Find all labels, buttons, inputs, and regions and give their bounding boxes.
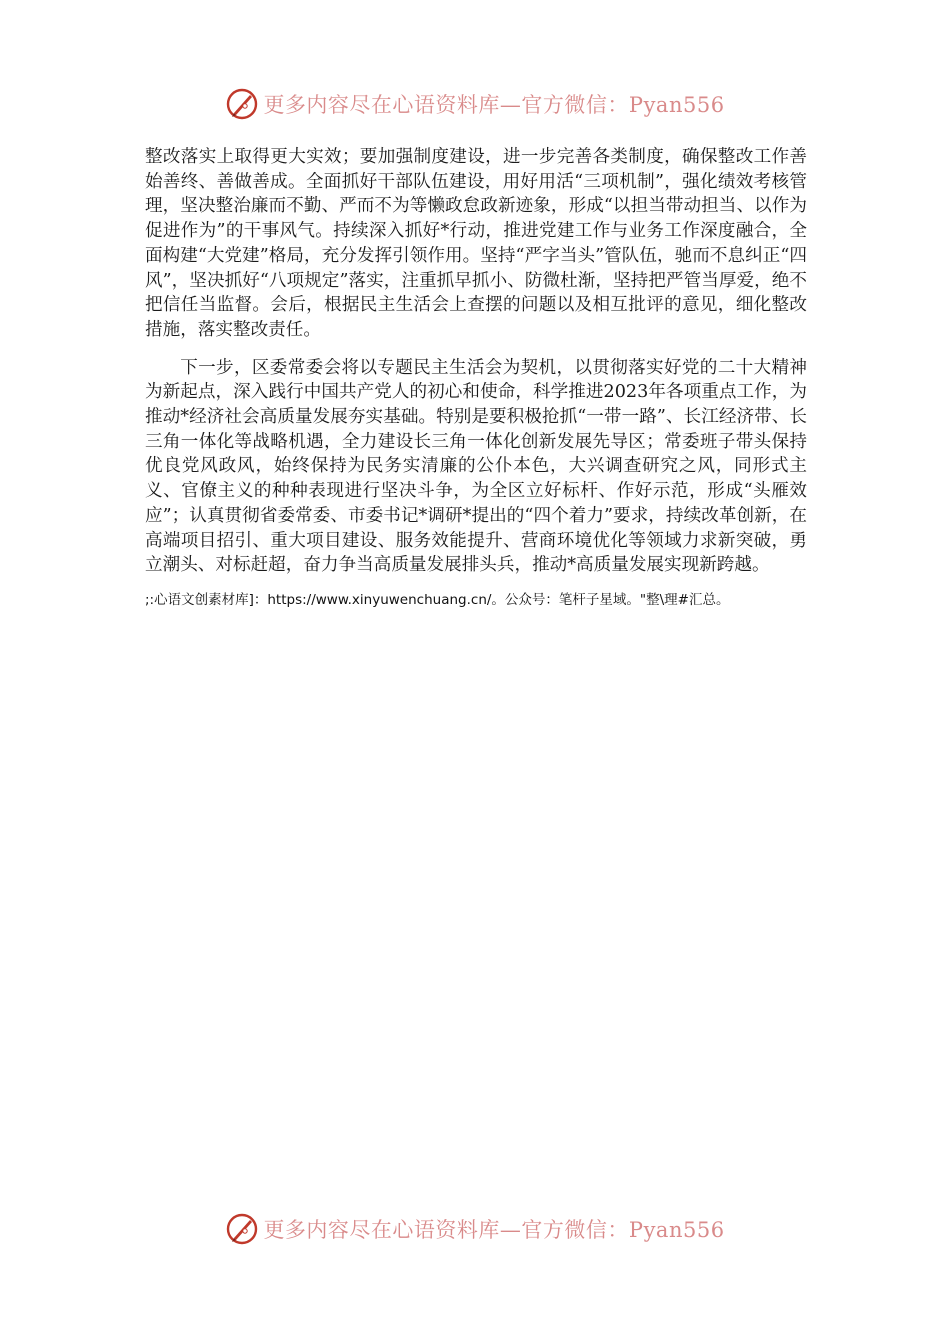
source-note: ;:心语文创素材库]：https://www.xinyuwenchuang.cn/。公众号：笔杆子星域。"整\理#汇总。 xyxy=(145,591,730,608)
footer-banner-text: 更多内容尽在心语资料库—官方微信：Pyan556 xyxy=(263,1218,725,1242)
paragraph-2: 下一步，区委常委会将以专题民主生活会为契机，以贯彻落实好党的二十大精神为新起点，深入践行中国共产党人的初心和使命，科学推进2023年各项重点工作，为推动*经济社会高质量发展夯实基础。特别是要积极抢抓“一带一路”、长江经济带、长三角一体化等战略机遇，全力建设长三角一体化创新发展先导区；常委班子带头保持优良党风政风，始终保持为民务实清廉的公仆本色，大兴调查研究之风，同形式主义、官僚主义的种种表现进行坚决斗争，为全区立好标杆、作好示范，形成“头雁效应”；认真贯彻省委常委、市委书记*调研*提出的“四个着力”要求，持续改革创新，在高端项目招引、重大项目建设、服务效能提升、营商环境优化等领域力求新突破，勇立潮头、对标赶超，奋力争当高质量发展排头兵，推动*高质量发展实现新跨越。 xyxy=(145,357,807,576)
paragraph-1: 整改落实上取得更大实效；要加强制度建设，进一步完善各类制度，确保整改工作善始善终、善做善成。全面抓好干部队伍建设，用好用活“三项机制”，强化绩效考核管理，坚决整治廉而不勤、严而不为等懒政怠政新迹象，形成“以担当带动担当、以作为促进作为”的干事风气。持续深入抓好*行动，推进党建工作与业务工作深度融合，全面构建“大党建”格局，充分发挥引领作用。坚持“严字当头”管队伍，驰而不息纠正“四风”，坚决抓好“八项规定”落实，注重抓早抓小、防微杜渐，坚持把严管当厚爱，绝不把信任当监督。会后，根据民主生活会上查摆的问题以及相互批评的意见，细化整改措施，落实整改责任。 xyxy=(145,147,807,340)
header-banner xyxy=(0,82,950,126)
footer-banner xyxy=(0,1207,950,1251)
document-body xyxy=(145,145,807,608)
header-banner-text: 更多内容尽在心语资料库—官方微信：Pyan556 xyxy=(263,93,725,117)
pen-logo-icon xyxy=(225,1212,259,1246)
pen-logo-icon xyxy=(225,87,259,121)
